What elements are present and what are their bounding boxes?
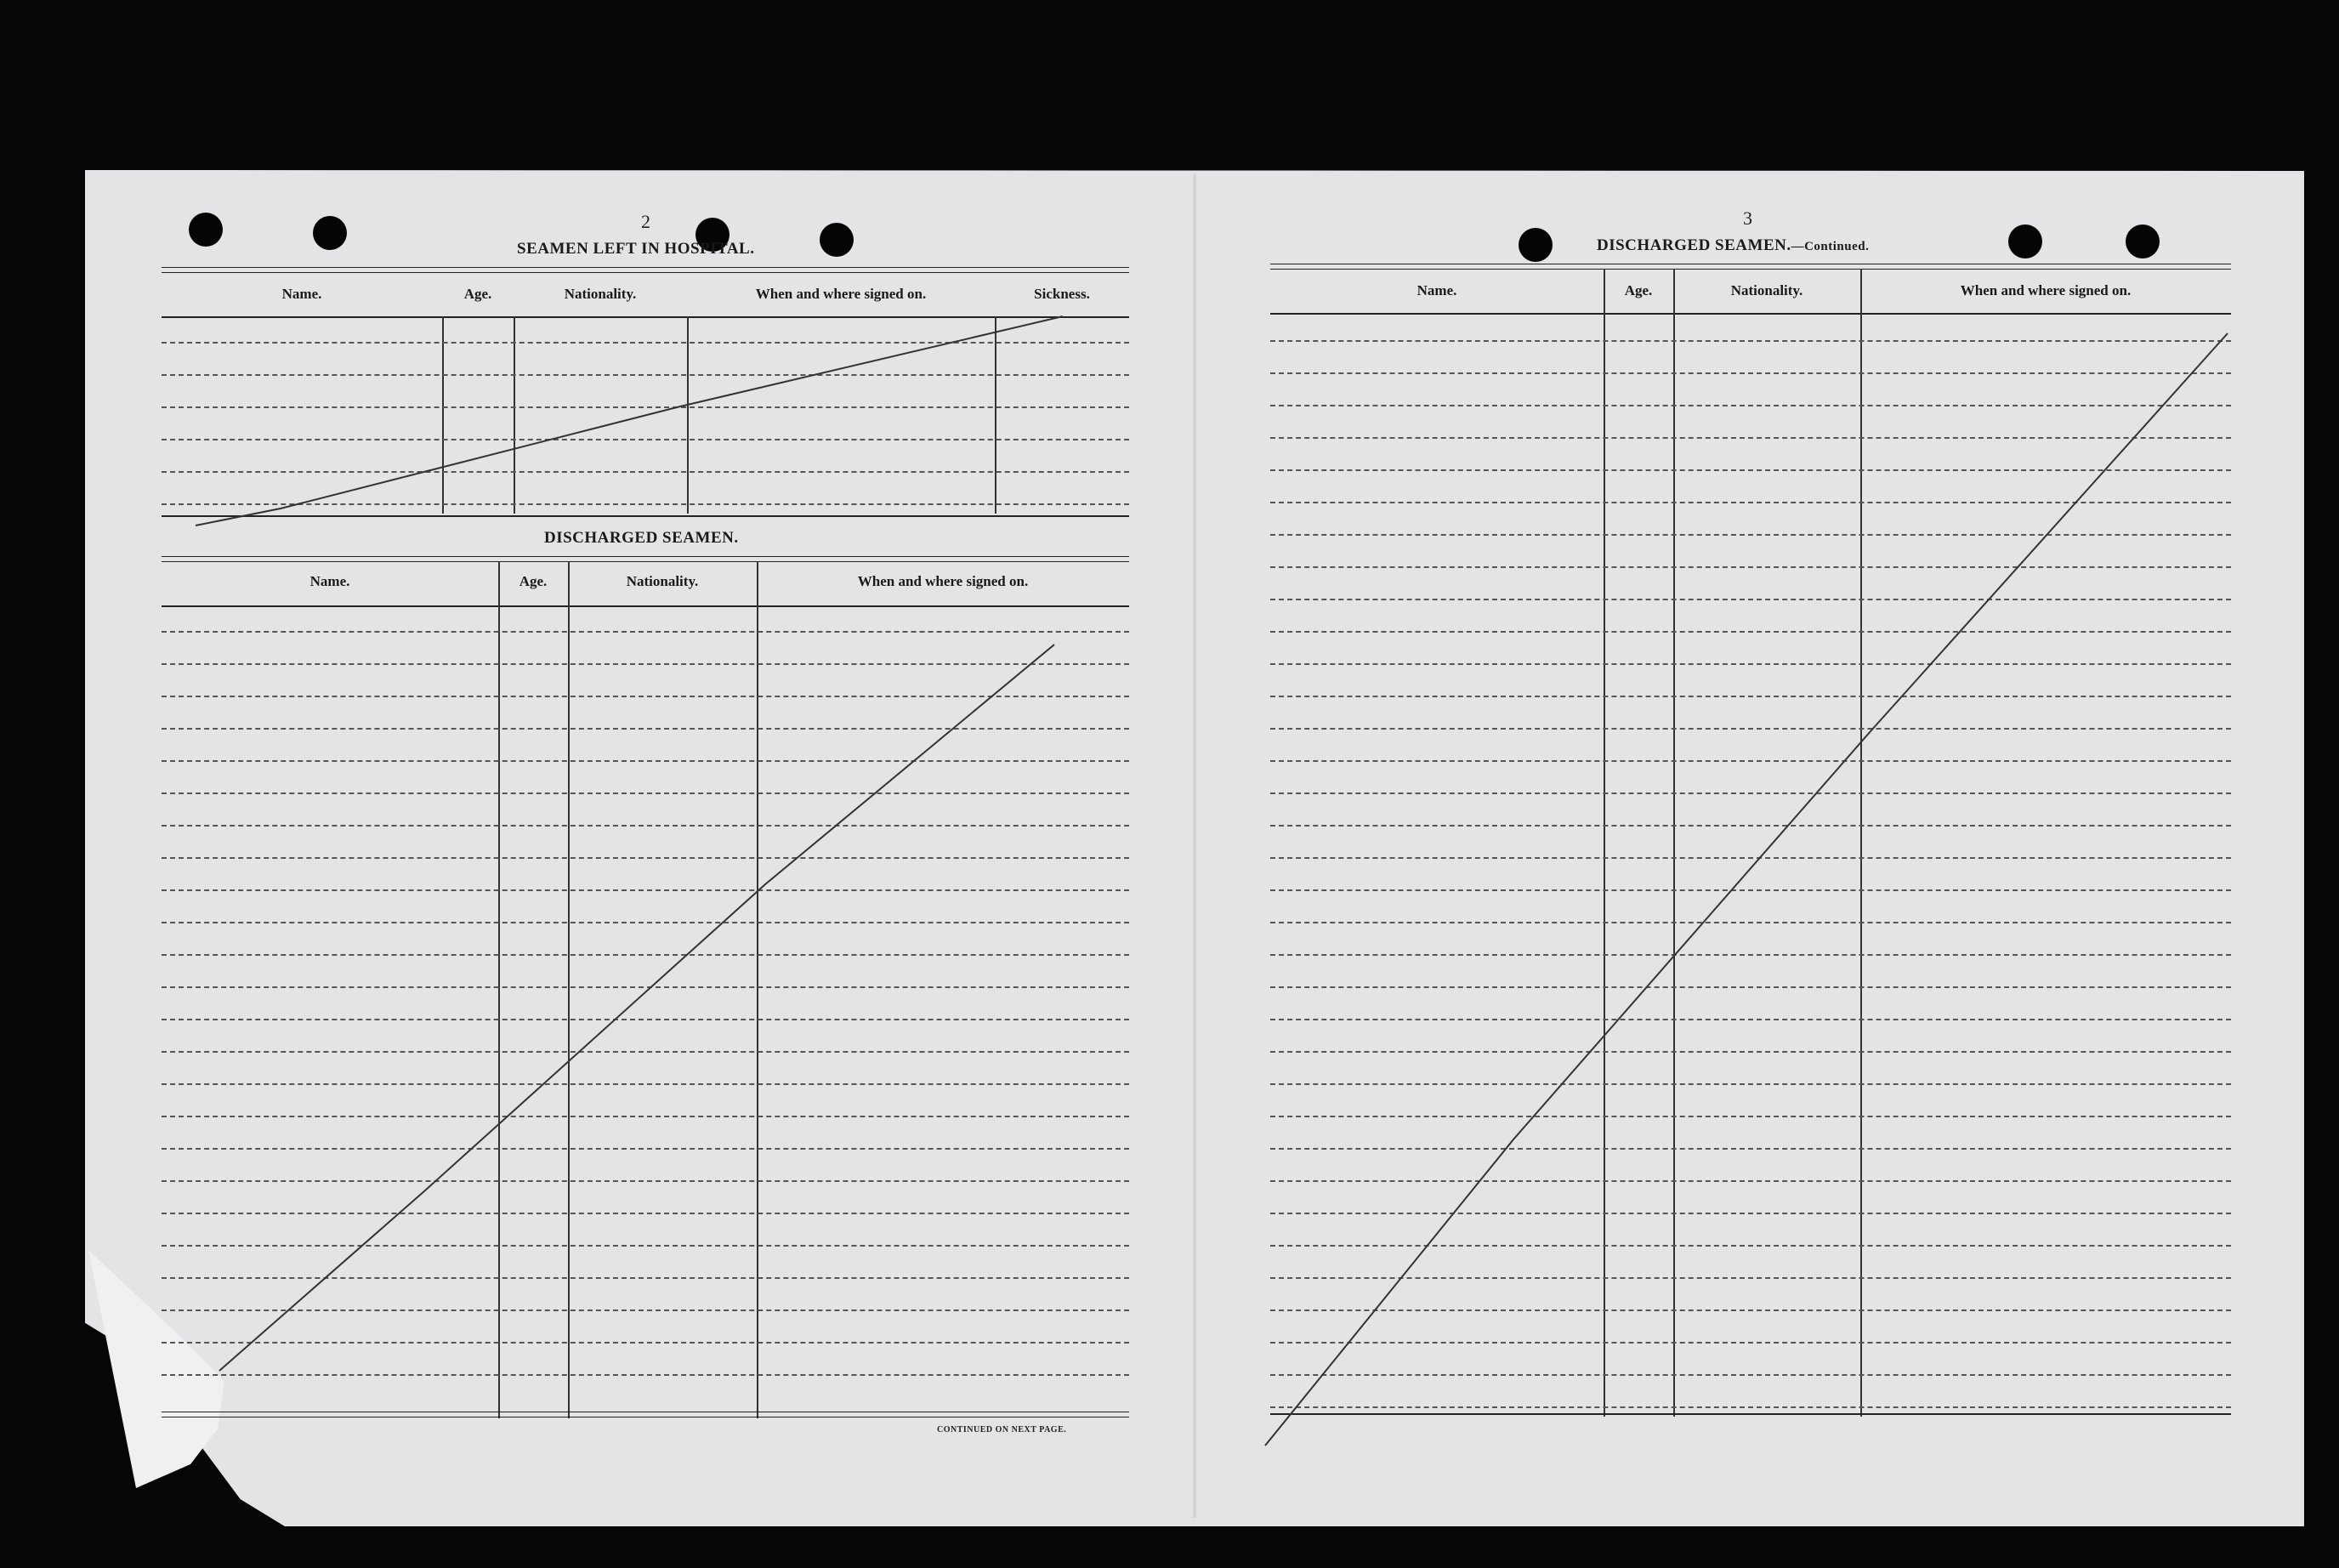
column-header-age: Age. <box>463 286 492 302</box>
discharged-strike-line <box>219 645 1054 1371</box>
discharged-section-title: DISCHARGED SEAMEN. <box>544 529 739 547</box>
column-header-name: Name. <box>281 286 322 302</box>
column-header-name: Name. <box>1416 282 1457 298</box>
column-header-signed-on: When and where signed on. <box>755 286 927 302</box>
column-header-age: Age. <box>519 573 548 589</box>
discharged-continued-title-main: DISCHARGED SEAMEN. <box>1597 236 1791 254</box>
column-header-age: Age. <box>1624 282 1653 298</box>
column-header-name: Name. <box>309 573 350 589</box>
hospital-strike-line <box>196 316 1063 526</box>
continued-strike-line <box>1265 333 2228 1446</box>
column-header-signed-on: When and where signed on. <box>1960 282 2132 298</box>
continued-suffix: —Continued. <box>1791 240 1870 253</box>
column-header-sickness: Sickness. <box>1034 286 1090 302</box>
page-number-right: 3 <box>1743 207 1752 229</box>
continued-on-next-page-note: CONTINUED ON NEXT PAGE. <box>937 1425 1067 1434</box>
column-header-signed-on: When and where signed on. <box>857 573 1029 589</box>
column-header-nationality: Nationality. <box>564 286 637 302</box>
hospital-section-title: SEAMEN LEFT IN HOSPITAL. <box>517 240 755 258</box>
column-header-nationality: Nationality. <box>1730 282 1803 298</box>
column-header-nationality: Nationality. <box>626 573 699 589</box>
page-number-left: 2 <box>641 211 650 232</box>
